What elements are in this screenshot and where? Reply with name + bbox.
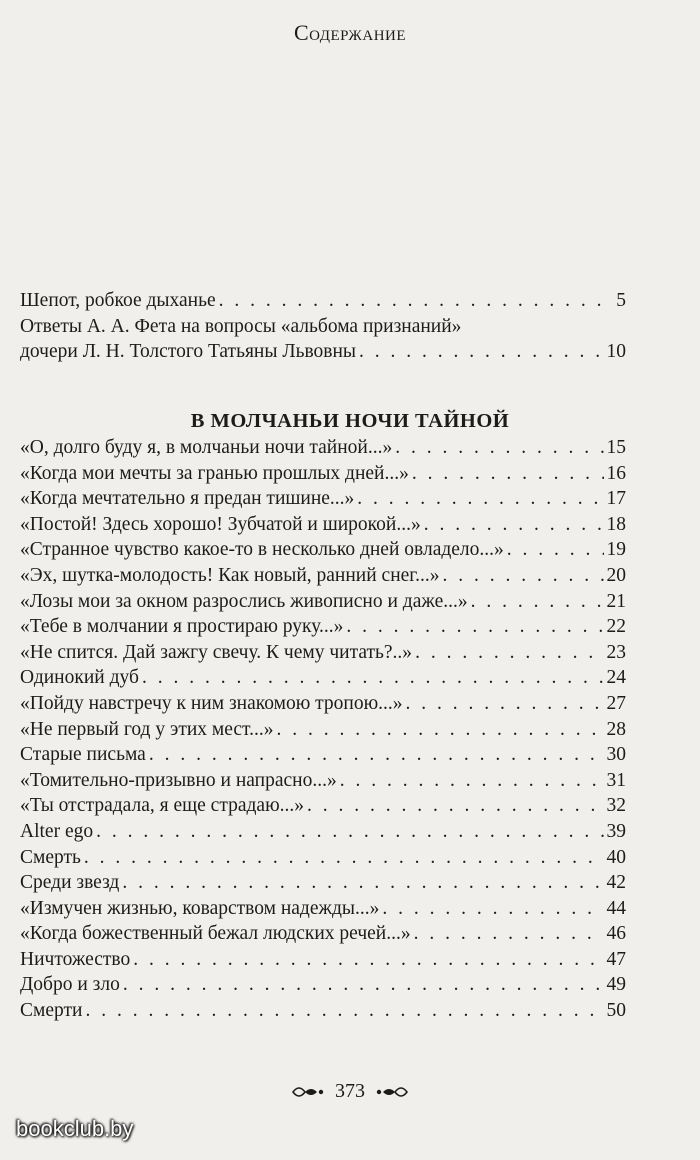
toc-entry: [20, 563, 626, 589]
toc-entry: [20, 870, 626, 896]
leader-dots: [96, 819, 603, 845]
toc-entry: [20, 845, 626, 871]
toc-entry-page: 39: [606, 820, 626, 842]
leader-dots: [414, 921, 604, 947]
toc-entry-page: 50: [606, 1000, 626, 1022]
toc-entry-page: 22: [606, 616, 626, 638]
toc-entry-page: 19: [606, 539, 626, 561]
leader-dots: [133, 947, 603, 973]
toc-entry: [20, 461, 626, 487]
toc-entry-title: «Пойду навстречу к ним знакомою тропою...»: [20, 692, 403, 714]
leader-dots: [395, 435, 603, 461]
leader-dots: [84, 845, 604, 871]
toc-entry: [20, 998, 626, 1024]
toc-entry-title: «Эх, шутка-молодость! Как новый, ранний снег...»: [20, 564, 440, 586]
toc-entry-page: 10: [606, 341, 626, 363]
toc-entry: [20, 691, 626, 717]
toc-entry: [20, 793, 626, 819]
toc-entry: [20, 972, 626, 998]
toc-entry-title: «Не первый год у этих мест...»: [20, 718, 274, 740]
leader-dots: [142, 665, 604, 691]
toc-entry-title: Смерти: [20, 1000, 83, 1022]
toc-entry-title: «Измучен жизнью, коварством надежды...»: [20, 897, 380, 919]
leader-dots: [359, 339, 603, 365]
toc-entry-title: «Когда мечтательно я предан тишине...»: [20, 488, 355, 510]
ornament-right-icon: [375, 1082, 409, 1102]
toc-entry-title: Смерть: [20, 846, 81, 868]
toc-entry-page: 21: [606, 590, 626, 612]
toc-entry-title: Шепот, робкое дыханье: [20, 290, 216, 311]
leader-dots: [382, 896, 603, 922]
leader-dots: [406, 691, 604, 717]
toc-entry-page: 5: [616, 290, 626, 311]
toc-entry-page: 32: [606, 795, 626, 817]
toc-entry-title: Среди звезд: [20, 872, 120, 894]
toc-entry: [20, 819, 626, 845]
toc-entry: [20, 486, 626, 512]
page-title: Содержание: [293, 20, 407, 45]
section-title: В МОЛЧАНЬИ НОЧИ ТАЙНОЙ: [190, 410, 510, 432]
toc-entry-page: 27: [606, 692, 626, 714]
ornament-left-icon: [291, 1082, 325, 1102]
toc-entry-title: «Тебе в молчании я простираю руку...»: [20, 616, 344, 638]
toc-entry-title: Ничтожество: [20, 948, 131, 970]
toc-entry-title: «Постой! Здесь хорошо! Зубчатой и широкой...»: [20, 513, 421, 535]
toc-entry-page: 49: [606, 974, 626, 996]
leader-dots: [357, 486, 603, 512]
toc-entry: [20, 288, 626, 314]
toc-entry-title: «Не спится. Дай зажгу свечу. К чему читать?..»: [20, 641, 413, 663]
toc-entry-page: 16: [606, 462, 626, 484]
page-footer: [0, 1080, 700, 1103]
toc-entry-page: 44: [606, 897, 626, 919]
toc-entry: [20, 435, 626, 461]
toc-entry-page: 15: [606, 437, 626, 458]
toc-entry-page: 42: [606, 872, 626, 894]
toc-entry-page: 20: [606, 564, 626, 586]
leader-dots: [412, 461, 604, 487]
toc-entry-page: 28: [606, 718, 626, 740]
toc-entry-page: 24: [606, 667, 626, 689]
toc-entry: [20, 717, 626, 743]
toc-entry-page: 40: [606, 846, 626, 868]
toc-entry: [20, 640, 626, 666]
leader-dots: [276, 717, 603, 743]
leader-dots: [149, 742, 604, 768]
toc-entry: [20, 921, 626, 947]
toc-entry-page: 30: [606, 744, 626, 766]
toc-entry: [20, 512, 626, 538]
toc-entry-title: Ответы А. А. Фета на вопросы «альбома признаний»: [20, 315, 462, 337]
toc-entry: [20, 768, 626, 794]
toc-entry-title: Одинокий дуб: [20, 667, 139, 689]
leader-dots: [424, 512, 604, 538]
toc-entry: [20, 896, 626, 922]
toc-entry-title: «Когда божественный бежал людских речей...»: [20, 923, 411, 945]
toc-entry-page: 18: [606, 513, 626, 535]
toc-entry-page: 23: [606, 641, 626, 663]
toc-entry-title: Старые письма: [20, 744, 146, 766]
toc-entry: [20, 537, 626, 563]
leader-dots: [415, 640, 603, 666]
toc-entry-page: 31: [606, 769, 626, 791]
toc-entry-title: «О, долго буду я, в молчаньи ночи тайной...»: [20, 437, 393, 458]
leader-dots: [471, 589, 604, 615]
leader-dots: [307, 793, 603, 819]
toc-entry-title: «Лозы мои за окном разрослись живописно и даже...»: [20, 590, 468, 612]
leader-dots: [346, 614, 603, 640]
watermark: bookclub.by: [16, 1116, 134, 1141]
leader-dots: [340, 768, 604, 794]
leader-dots: [122, 870, 603, 896]
toc-entry: [20, 614, 626, 640]
toc-entry-title: дочери Л. Н. Толстого Татьяны Львовны: [20, 341, 357, 363]
toc-entry: [20, 947, 626, 973]
toc-entry-page: 17: [606, 488, 626, 510]
intro-toc: [20, 288, 626, 365]
toc-entry: [20, 742, 626, 768]
leader-dots: [85, 998, 603, 1024]
toc-entry: [20, 665, 626, 691]
leader-dots: [507, 537, 604, 563]
toc-entry-title: Добро и зло: [20, 974, 120, 996]
section-toc: [20, 435, 626, 1024]
toc-entry-title: «Ты отстрадала, я еще страдаю...»: [20, 795, 305, 817]
toc-entry: [20, 339, 626, 365]
toc-entry-title: «Когда мои мечты за гранью прошлых дней...»: [20, 462, 409, 484]
toc-entry-page: 46: [606, 923, 626, 945]
leader-dots: [123, 972, 604, 998]
toc-entry-title: Alter ego: [20, 820, 94, 842]
page-number: 373: [335, 1080, 365, 1102]
toc-entry-title: «Томительно-призывно и напрасно...»: [20, 769, 337, 791]
toc-entry-title: «Странное чувство какое-то в несколько дней овладело...»: [20, 539, 504, 561]
toc-entry: [20, 589, 626, 615]
toc-entry-page: 47: [606, 948, 626, 970]
leader-dots: [442, 563, 603, 589]
leader-dots: [219, 288, 614, 314]
